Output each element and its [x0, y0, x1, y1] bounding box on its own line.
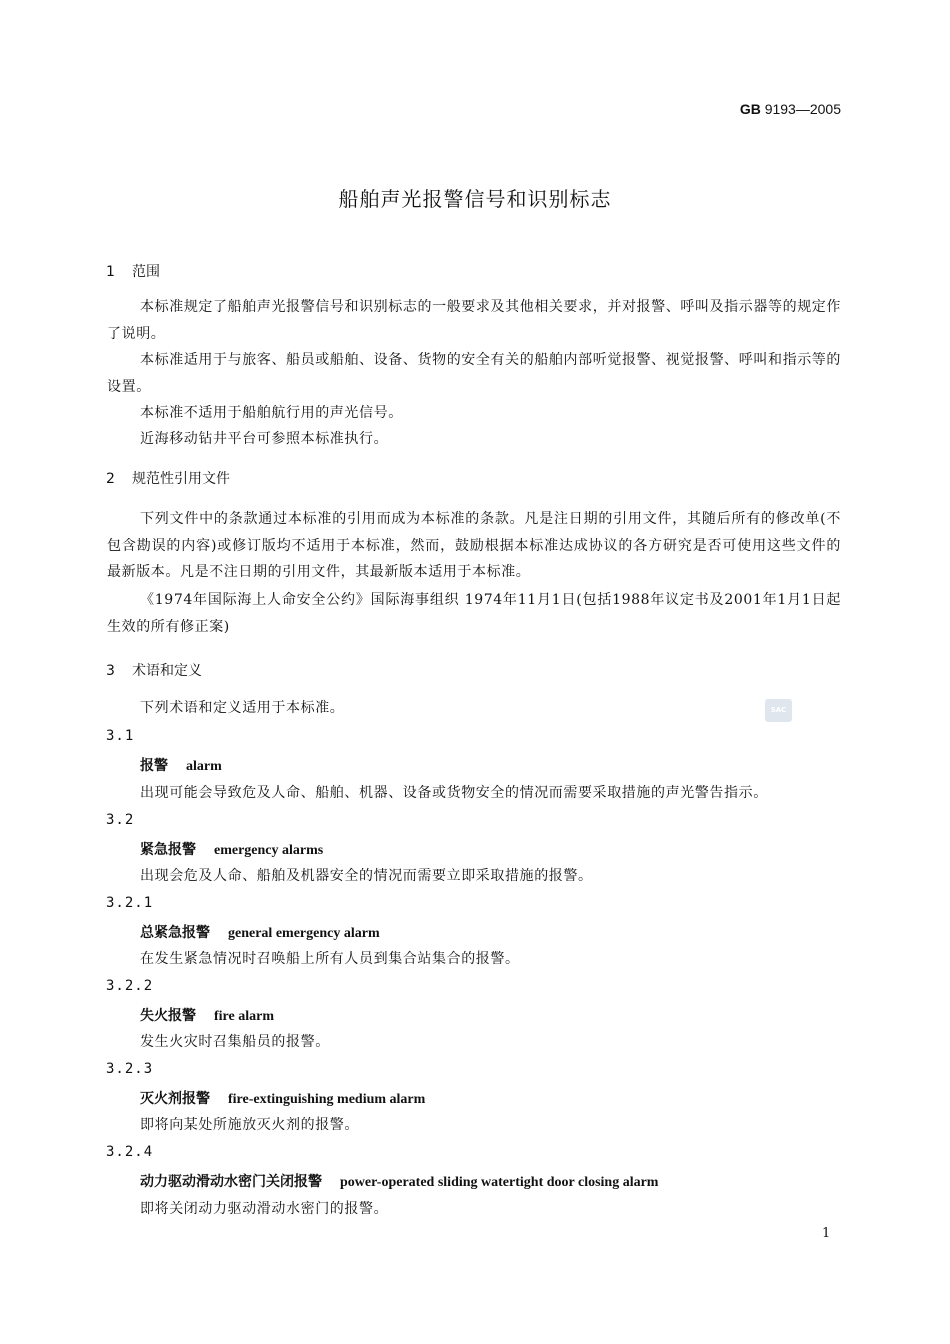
clause-number: 3.2.3 [106, 1061, 154, 1077]
sac-watermark: SAC [765, 699, 792, 722]
paragraph: 下列术语和定义适用于本标准。 [140, 700, 345, 716]
paragraph: 近海移动钻井平台可参照本标准执行。 [140, 431, 389, 447]
definition: 发生火灾时召集船员的报警。 [140, 1034, 330, 1050]
definition: 即将向某处所施放灭火剂的报警。 [140, 1117, 359, 1133]
term: 灭火剂报警 fire-extinguishing medium alarm [140, 1091, 426, 1107]
term: 失火报警 fire alarm [140, 1008, 274, 1024]
definition: 出现会危及人命、船舶及机器安全的情况而需要立即采取措施的报警。 [140, 868, 593, 884]
clause-number: 3.2.2 [106, 978, 154, 994]
definition: 即将关闭动力驱动滑动水密门的报警。 [140, 1201, 389, 1217]
paragraph: 本标准适用于与旅客、船员或船舶、设备、货物的安全有关的船舶内部听觉报警、视觉报警、呼叫和指示等的设置。 [107, 352, 841, 395]
section-heading: 2 规范性引用文件 [106, 471, 230, 487]
term: 动力驱动滑动水密门关闭报警 power-operated sliding watertight door closing alarm [140, 1174, 659, 1190]
standard-number: GB 9193—2005 [739, 101, 841, 117]
definition: 在发生紧急情况时召唤船上所有人员到集合站集合的报警。 [140, 951, 520, 967]
definition: 出现可能会导致危及人命、船舶、机器、设备或货物安全的情况而需要采取措施的声光警告指示。 [140, 785, 768, 801]
reference-entry: 《1974年国际海上人命安全公约》国际海事组织 1974年11月1日(包括1988年议定书及2001年1月1日起生效的所有修正案) [107, 592, 841, 635]
clause-number: 3.2 [106, 812, 135, 828]
paragraph: 本标准不适用于船舶航行用的声光信号。 [140, 405, 403, 421]
clause-number: 3.2.4 [106, 1144, 154, 1160]
page-number: 1 [822, 1226, 831, 1241]
paragraph: 本标准规定了船舶声光报警信号和识别标志的一般要求及其他相关要求，并对报警、呼叫及指示器等的规定作了说明。 [107, 299, 841, 342]
clause-number: 3.2.1 [106, 895, 154, 911]
clause-number: 3.1 [106, 728, 135, 744]
section-heading: 3 术语和定义 [106, 663, 202, 679]
term: 总紧急报警 general emergency alarm [140, 925, 380, 941]
paragraph: 下列文件中的条款通过本标准的引用而成为本标准的条款。凡是注日期的引用文件，其随后所有的修改单(不包含勘误的内容)或修订版均不适用于本标准，然而，鼓励根据本标准达成协议的各方研究是否可使用这些文件的最新版本。凡是不注日期的引用文件，其最新版本适用于本标准。 [107, 511, 841, 580]
term: 紧急报警 emergency alarms [140, 842, 324, 858]
section-heading: 1 范围 [106, 264, 160, 280]
term: 报警 alarm [140, 758, 222, 774]
page-title: 船舶声光报警信号和识别标志 [338, 187, 612, 211]
